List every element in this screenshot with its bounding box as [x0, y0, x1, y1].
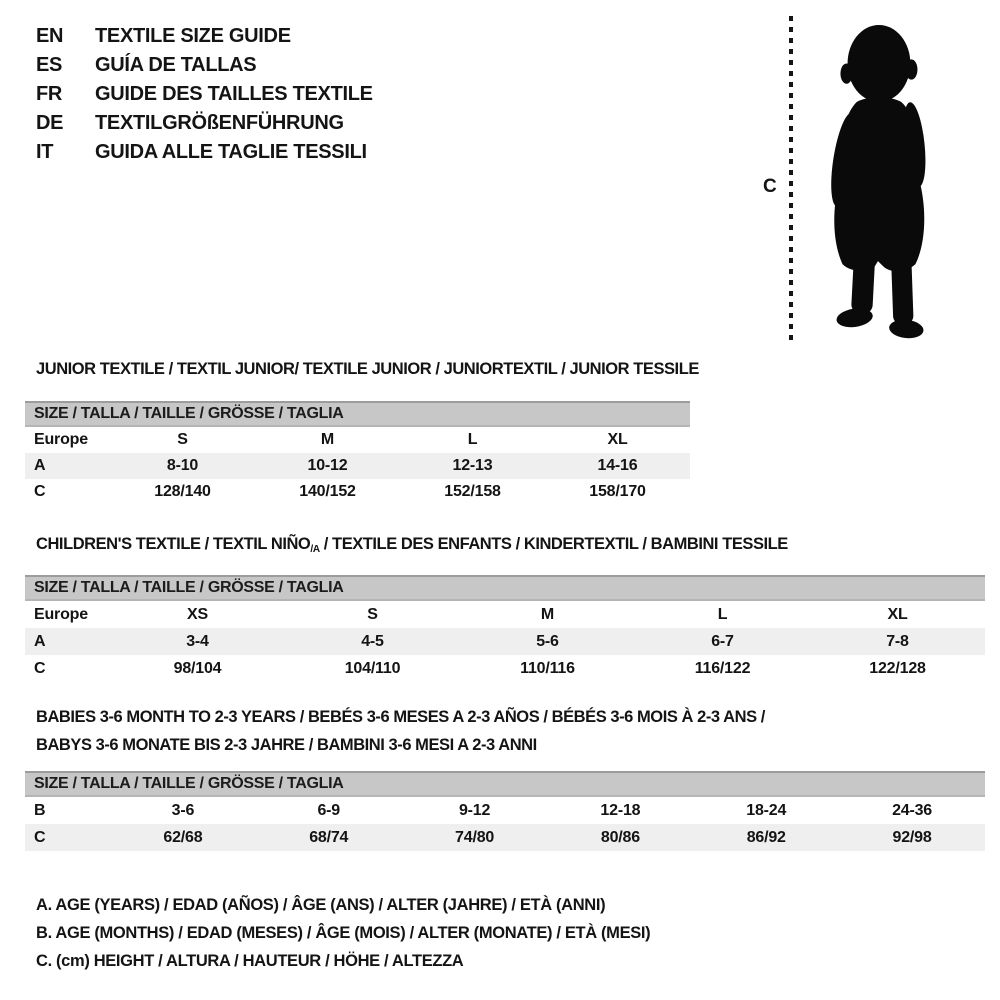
- height-cell: 104/110: [344, 659, 401, 677]
- size-header-bar: SIZE / TALLA / TAILLE / GRÖSSE / TAGLIA: [25, 575, 985, 601]
- language-row-es: [36, 51, 373, 80]
- row-label: Europe: [34, 431, 88, 448]
- height-cell: 128/140: [154, 483, 211, 500]
- junior-section-title: JUNIOR TEXTILE / TEXTIL JUNIOR/ TEXTILE JUNIOR / JUNIORTEXTIL / JUNIOR TESSILE: [36, 360, 699, 378]
- size-cell: XL: [607, 431, 628, 448]
- months-cell: 24-36: [892, 801, 933, 819]
- babies-size-table: [25, 771, 985, 851]
- babies-title-line2: BABYS 3-6 MONATE BIS 2-3 JAHRE / BAMBINI 3-6 MESI A 2-3 ANNI: [36, 736, 537, 754]
- size-cell: XS: [187, 605, 208, 623]
- table-row-height: [25, 479, 690, 505]
- language-row-it: [36, 138, 373, 167]
- children-title-post: / TEXTILE DES ENFANTS / KINDERTEXTIL / BAMBINI TESSILE: [319, 535, 788, 553]
- table-row-age: [25, 453, 690, 479]
- age-cell: 8-10: [166, 457, 199, 474]
- language-row-fr: [36, 80, 373, 109]
- age-cell: 7-8: [886, 632, 909, 650]
- size-cell: S: [367, 605, 378, 623]
- note-age-years: A. AGE (YEARS) / EDAD (AÑOS) / ÂGE (ANS) / ALTER (JAHRE) / ETÀ (ANNI): [36, 896, 606, 914]
- language-title: GUÍA DE TALLAS: [95, 54, 257, 76]
- height-cell: 122/128: [869, 659, 926, 677]
- row-label: C: [34, 659, 46, 677]
- language-title: TEXTILGRÖßENFÜHRUNG: [95, 112, 344, 134]
- table-row-months: [25, 797, 985, 824]
- note-height-cm: C. (cm) HEIGHT / ALTURA / HAUTEUR / HÖHE / ALTEZZA: [36, 952, 464, 970]
- row-label: B: [34, 801, 46, 819]
- language-code: DE: [36, 112, 64, 134]
- height-cell: 116/122: [694, 659, 751, 677]
- table-row-height: [25, 655, 985, 682]
- language-row-de: [36, 109, 373, 138]
- height-cell: 68/74: [309, 828, 349, 846]
- language-code: ES: [36, 54, 63, 76]
- table-row-age: [25, 628, 985, 655]
- size-header-bar: SIZE / TALLA / TAILLE / GRÖSSE / TAGLIA: [25, 771, 985, 797]
- age-cell: 3-4: [186, 632, 209, 650]
- language-row-en: [36, 22, 373, 51]
- size-header-bar: SIZE / TALLA / TAILLE / GRÖSSE / TAGLIA: [25, 401, 690, 427]
- months-cell: 6-9: [317, 801, 340, 819]
- babies-section-title: [36, 703, 765, 759]
- height-cell: 140/152: [299, 483, 356, 500]
- height-cell: 80/86: [600, 828, 640, 846]
- height-cell: 158/170: [589, 483, 646, 500]
- babies-title-line1: BABIES 3-6 MONTH TO 2-3 YEARS / BEBÉS 3-6 MESES A 2-3 AÑOS / BÉBÉS 3-6 MOIS À 2-3 ANS /: [36, 708, 765, 726]
- months-cell: 9-12: [458, 801, 491, 819]
- size-cell: XL: [887, 605, 908, 623]
- age-cell: 14-16: [597, 457, 638, 474]
- language-title: GUIDA ALLE TAGLIE TESSILI: [95, 141, 367, 163]
- baby-silhouette-icon: [806, 12, 958, 348]
- language-title: GUIDE DES TAILLES TEXTILE: [95, 83, 373, 105]
- table-row-europe: [25, 427, 690, 453]
- language-code: FR: [36, 83, 63, 105]
- height-measure-label: C: [763, 176, 777, 197]
- children-section-title: [36, 535, 788, 555]
- language-code: IT: [36, 141, 54, 163]
- height-cell: 86/92: [746, 828, 786, 846]
- height-dotted-line: [789, 16, 793, 342]
- size-cell: L: [467, 431, 478, 448]
- size-cell: L: [717, 605, 728, 623]
- row-label: A: [34, 457, 46, 474]
- note-age-months: B. AGE (MONTHS) / EDAD (MESES) / ÂGE (MOIS) / ALTER (MONATE) / ETÀ (MESI): [36, 924, 651, 942]
- age-cell: 4-5: [361, 632, 384, 650]
- row-label: Europe: [34, 605, 88, 623]
- row-label: C: [34, 483, 46, 500]
- children-title-pre: CHILDREN'S TEXTILE / TEXTIL NIÑO: [36, 535, 311, 553]
- size-cell: S: [177, 431, 188, 448]
- language-list: [36, 22, 373, 167]
- row-label: A: [34, 632, 46, 650]
- height-cell: 152/158: [444, 483, 501, 500]
- table-row-europe: [25, 601, 985, 628]
- children-size-table: [25, 575, 985, 682]
- age-cell: 12-13: [452, 457, 493, 474]
- height-cell: 98/104: [173, 659, 222, 677]
- language-code: EN: [36, 25, 64, 47]
- age-cell: 6-7: [711, 632, 734, 650]
- junior-size-table: [25, 401, 690, 505]
- legend-notes: [36, 891, 650, 975]
- row-label: C: [34, 828, 46, 846]
- months-cell: 18-24: [746, 801, 787, 819]
- age-cell: 5-6: [536, 632, 559, 650]
- height-cell: 92/98: [892, 828, 932, 846]
- table-row-height: [25, 824, 985, 851]
- months-cell: 3-6: [171, 801, 195, 819]
- height-cell: 62/68: [163, 828, 203, 846]
- language-title: TEXTILE SIZE GUIDE: [95, 25, 291, 47]
- age-cell: 10-12: [307, 457, 348, 474]
- children-title-subscript: /A: [310, 543, 320, 555]
- height-cell: 110/116: [520, 659, 575, 677]
- height-cell: 74/80: [455, 828, 495, 846]
- size-cell: M: [540, 605, 555, 623]
- months-cell: 12-18: [600, 801, 641, 819]
- size-cell: M: [320, 431, 335, 448]
